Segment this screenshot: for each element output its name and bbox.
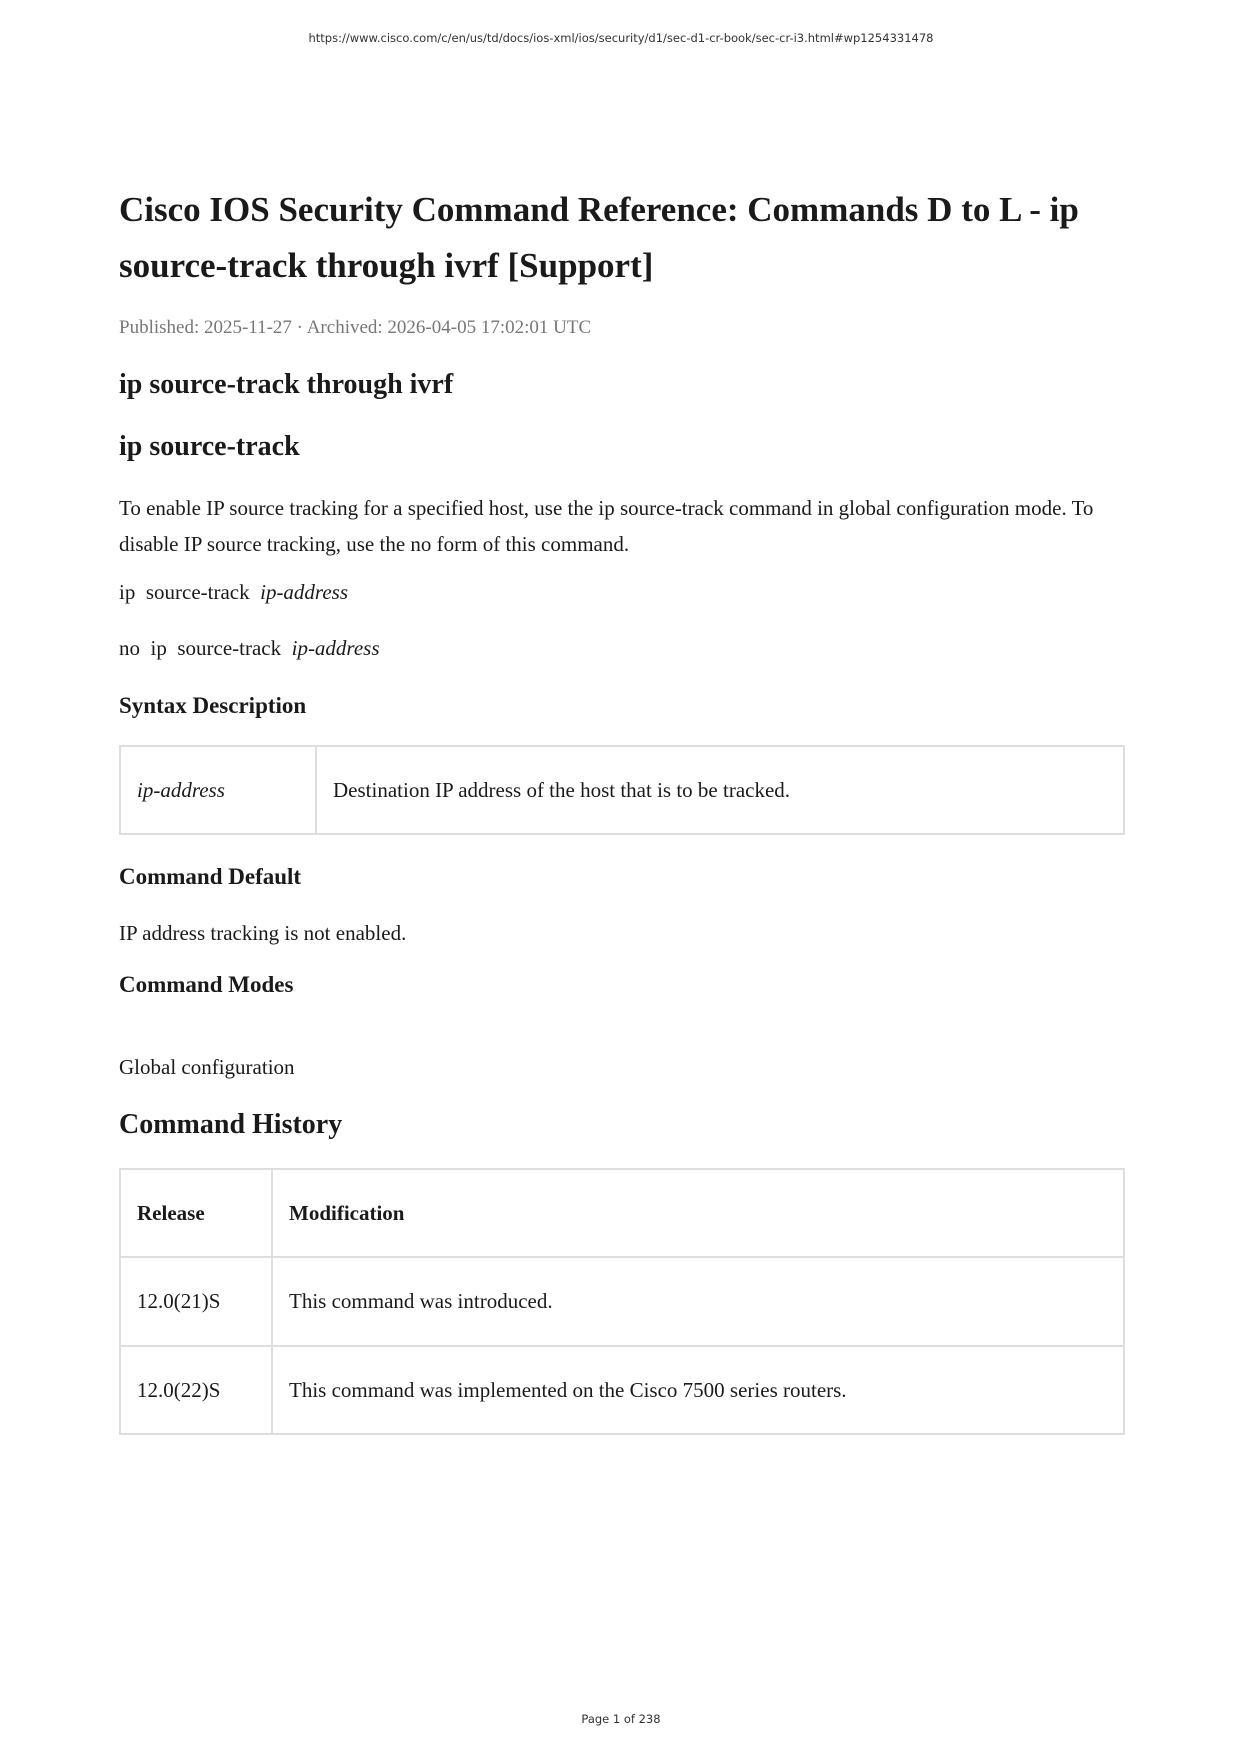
page-url: https://www.cisco.com/c/en/us/td/docs/ios-xml/ios/security/d1/sec-d1-cr-book/sec-cr-i3.html#wp1254331478 [308,31,934,45]
command-modes-heading: Command Modes [119,972,294,997]
command-history-table [119,1168,1125,1435]
command-title: ip source-track [119,431,300,462]
command-modes-text: Global configuration [119,1055,295,1079]
section-title: ip source-track through ivrf [119,369,454,400]
release-cell: 12.0(22)S [120,1346,272,1434]
param-description-cell: Destination IP address of the host that is to be tracked. [316,746,1124,834]
syntax-description-heading: Syntax Description [119,693,307,718]
modification-cell: This command was introduced. [272,1257,1124,1346]
command-default-text: IP address tracking is not enabled. [119,921,407,945]
command-history-heading: Command History [119,1109,343,1140]
param-name: ip-address [137,777,225,802]
syntax-no-line [119,634,1124,662]
syntax-description-table [119,745,1125,835]
syntax-no-argument: ip-address [291,636,380,660]
table-row [120,746,1124,834]
param-cell [120,746,316,834]
release-cell: 12.0(21)S [120,1257,272,1346]
page-title: Cisco IOS Security Command Reference: Commands D to L - ip source-track through ivrf [Support] [119,190,1079,285]
table-header-row [120,1169,1124,1257]
document-content [119,190,1124,1435]
command-description: To enable IP source tracking for a specified host, use the ip source-track command in global configuration mode. To disable IP source tracking, use the no form of this command. [119,496,1094,556]
column-header-release: Release [120,1169,272,1257]
table-row [120,1346,1124,1434]
command-default-heading: Command Default [119,864,302,889]
table-row [120,1257,1124,1346]
syntax-command: ip source-track [119,580,261,604]
page-number: Page 1 of 238 [581,1712,661,1726]
syntax-argument: ip-address [260,580,348,604]
column-header-modification: Modification [272,1169,1124,1257]
syntax-line [119,578,1124,606]
syntax-no-command: no ip source-track [119,636,292,660]
publish-meta: Published: 2025-11-27 · Archived: 2026-04-05 17:02:01 UTC [119,317,592,338]
modification-cell: This command was implemented on the Cisco 7500 series routers. [272,1346,1124,1434]
